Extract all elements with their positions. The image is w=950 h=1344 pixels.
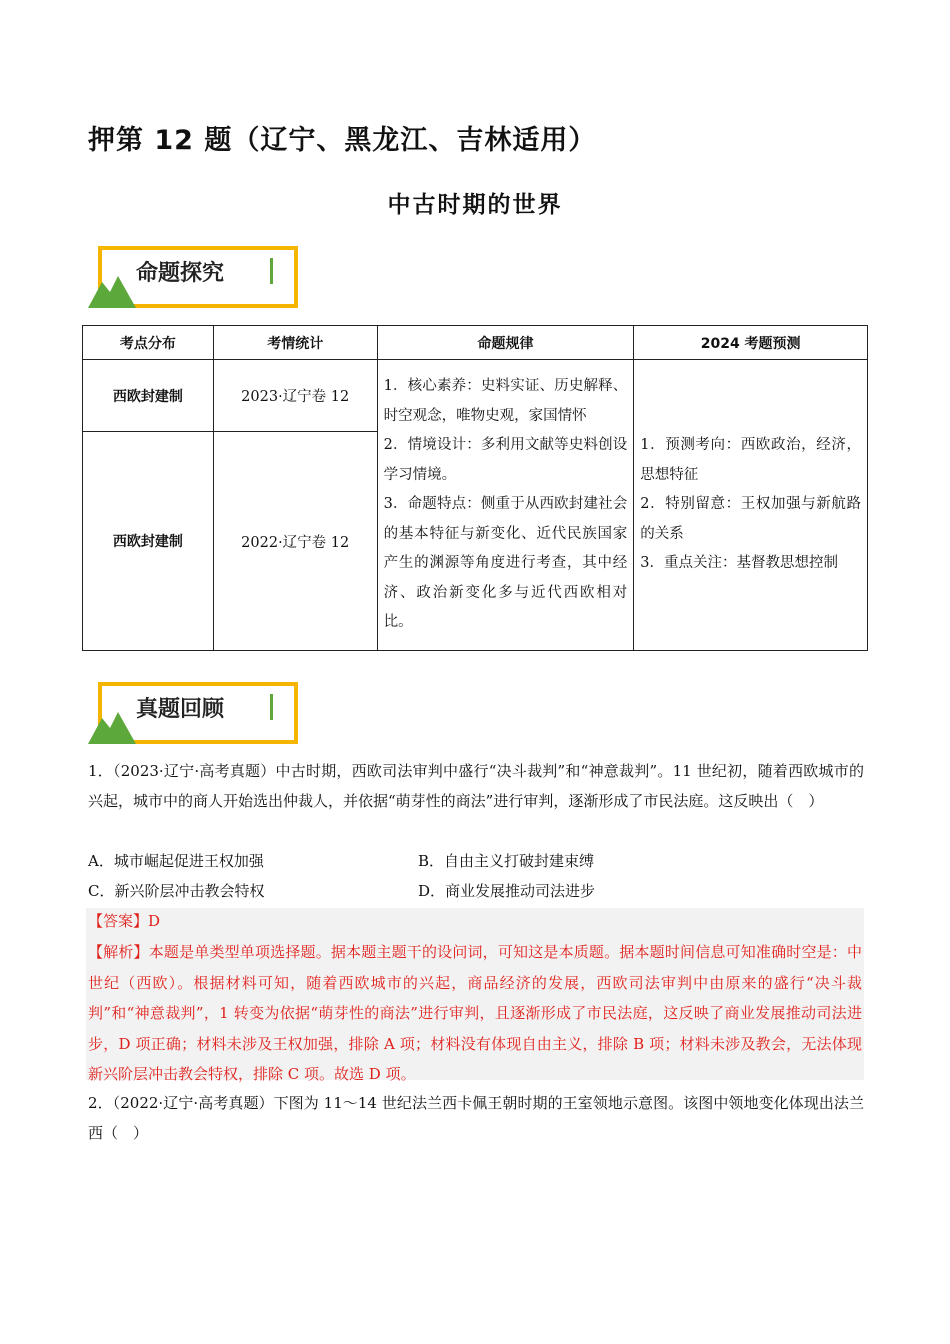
table-header: 考情统计 [213, 326, 377, 360]
question-1-stem: 1．（2023·辽宁·高考真题）中古时期，西欧司法审判中盛行“决斗裁判”和“神意裁判”。11 世纪初，随着西欧城市的兴起，城市中的商人开始选出仲裁人，并依据“萌芽性的商法”进行审判，逐渐形成了市民法庭。这反映出（ ） [88, 762, 864, 810]
section-label-explore: 命题探究 [136, 261, 225, 286]
prediction-item: 1．预测考向：西欧政治，经济，思想特征 [640, 437, 861, 483]
section-badge-review [92, 682, 302, 744]
table-row [83, 360, 868, 432]
mountain-icon [88, 272, 138, 310]
analysis-text: 【解析】本题是单类型单项选择题。据本题主题干的设问词，可知这是本质题。据本题时间信息可知准确时空是：中世纪（西欧）。根据材料可知，随着西欧城市的兴起，商品经济的发展，西欧司法审判中由原来的盛行“决斗裁判”和“神意裁判”，1 转变为依据“萌芽性的商法”进行审判，且逐渐形成了市民法庭，这反映了商业发展推动司法进步，D 项正确；材料未涉及王权加强，排除 A 项；材料没有体现自由主义，排除 B 项；材料未涉及教会，无法体现新兴阶层冲击教会特权，排除 C 项。故选 D 项。 [88, 943, 862, 1083]
topic-cell: 西欧封建制 [83, 360, 214, 432]
table-header: 命题规律 [377, 326, 634, 360]
table-header: 2024 考题预测 [634, 326, 868, 360]
question-2-stem: 2．（2022·辽宁·高考真题）下图为 11～14 世纪法兰西卡佩王朝时期的王室领地示意图。该图中领地变化体现出法兰西（ ） [88, 1094, 864, 1142]
option-d: D．商业发展推动司法进步 [418, 882, 596, 900]
option-c: C．新兴阶层冲击教会特权 [88, 882, 265, 900]
prediction-item: 2．特别留意：王权加强与新航路的关系 [640, 496, 861, 542]
option-a: A．城市崛起促进王权加强 [88, 852, 264, 870]
rule-item: 2．情境设计：多利用文献等史料创设学习情境。 [383, 437, 628, 483]
document-subtitle: 中古时期的世界 [387, 192, 563, 218]
document-title: 押第 12 题（辽宁、黑龙江、吉林适用） [88, 125, 597, 156]
table-header: 考点分布 [83, 326, 214, 360]
topic-cell: 西欧封建制 [83, 432, 214, 651]
badge-accent [270, 694, 273, 720]
badge-accent [270, 258, 273, 284]
answer-text: 【答案】D [88, 912, 161, 930]
section-badge-explore [92, 246, 302, 308]
rule-item: 3．命题特点：侧重于从西欧封建社会的基本特征与新变化、近代民族国家产生的渊源等角度进行考查，其中经济、政治新变化多与近代西欧相对比。 [383, 496, 628, 631]
rule-item: 1．核心素养：史料实证、历史解释、时空观念，唯物史观，家国情怀 [383, 378, 628, 424]
rules-cell [377, 360, 634, 651]
exam-plan-table [82, 325, 868, 651]
stat-cell: 2022·辽宁卷 12 [213, 432, 377, 651]
stat-cell: 2023·辽宁卷 12 [213, 360, 377, 432]
table-header-row [83, 326, 868, 360]
prediction-item: 3．重点关注：基督教思想控制 [640, 555, 839, 572]
mountain-icon [88, 708, 138, 746]
prediction-cell [634, 360, 868, 651]
option-b: B．自由主义打破封建束缚 [418, 852, 595, 870]
section-label-review: 真题回顾 [136, 697, 225, 722]
